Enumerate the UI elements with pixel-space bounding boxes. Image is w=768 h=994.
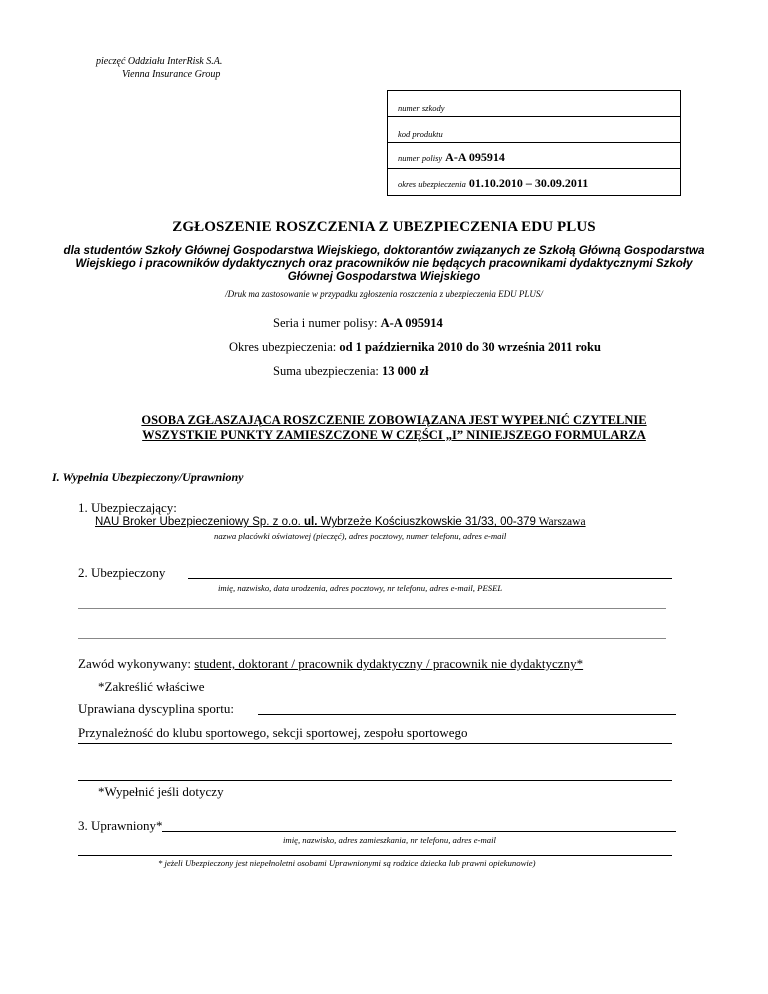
insurance-period-field bbox=[388, 169, 680, 194]
sum-insured-value: 13 000 zł bbox=[381, 364, 429, 378]
policyholder-city: Warszawa bbox=[535, 516, 586, 528]
sport-discipline-input-line[interactable] bbox=[258, 714, 676, 715]
insurance-period-label: okres ubezpieczenia bbox=[398, 179, 466, 189]
sum-insured-line bbox=[273, 364, 429, 379]
beneficiary-label: 3. Uprawniony* bbox=[78, 818, 163, 833]
form-subtitle: dla studentów Szkoły Głównej Gospodarstwa Wiejskiego, doktorantów związanych ze Szkołą Główną Gospodarstwa Wiejskiego i pracowników dydaktycznych oraz pracowników nie będących pracownikami dydaktycznymi Szkoły Głównej Gospodarstwa Wiejskiego bbox=[63, 244, 705, 283]
fill-instructions-warning bbox=[70, 413, 718, 443]
claim-number-field[interactable] bbox=[388, 91, 680, 117]
policyholder-value bbox=[95, 516, 586, 528]
sum-insured-label: Suma ubezpieczenia: bbox=[273, 364, 379, 378]
stamp-line-1: pieczęć Oddziału InterRisk S.A. bbox=[96, 56, 223, 67]
occupation-line bbox=[78, 656, 583, 672]
policy-period-value: od 1 października 2010 do 30 września 2011 roku bbox=[339, 340, 601, 354]
policy-period-label: Okres ubezpieczenia: bbox=[229, 340, 337, 354]
beneficiary-input-line[interactable] bbox=[162, 831, 676, 832]
circle-appropriate-note: *Zakreślić właściwe bbox=[98, 679, 205, 694]
beneficiary-footnote: * jeżeli Ubezpieczony jest niepełnoletni osobami Uprawnionymi są rodzice dziecka lub prawni opiekunowie) bbox=[158, 858, 536, 868]
policyholder-street-prefix: ul. bbox=[304, 516, 318, 528]
insured-input-line-2[interactable] bbox=[78, 608, 666, 609]
policy-number-value: A-A 095914 bbox=[445, 150, 505, 164]
policy-number-label: numer polisy bbox=[398, 153, 443, 163]
policyholder-label: 1. Ubezpieczający: bbox=[78, 500, 177, 515]
stamp-line-2: Vienna Insurance Group bbox=[122, 69, 221, 80]
policy-series-line bbox=[273, 316, 443, 331]
sport-club-input-line[interactable] bbox=[78, 743, 672, 744]
sport-discipline-label: Uprawiana dyscyplina sportu: bbox=[78, 701, 234, 716]
insurance-period-value: 01.10.2010 – 30.09.2011 bbox=[468, 176, 589, 190]
warning-line-2: WSZYSTKIE PUNKTY ZAMIESZCZONE W CZĘŚCI „I” NINIEJSZEGO FORMULARZA bbox=[142, 428, 646, 442]
policyholder-note: nazwa placówki oświatowej (pieczęć), adres pocztowy, numer telefonu, adres e-mail bbox=[214, 531, 507, 541]
sport-club-input-line-2[interactable] bbox=[78, 780, 672, 781]
insured-note: imię, nazwisko, data urodzenia, adres pocztowy, nr telefonu, adres e-mail, PESEL bbox=[218, 583, 503, 593]
warning-line-1: OSOBA ZGŁASZAJĄCA ROSZCZENIE ZOBOWIĄZANA JEST WYPEŁNIĆ CZYTELNIE bbox=[141, 413, 647, 427]
fill-if-applicable-note: *Wypełnić jeśli dotyczy bbox=[98, 784, 224, 799]
section-i-heading: I. Wypełnia Ubezpieczony/Uprawniony bbox=[52, 470, 244, 484]
sport-club-label: Przynależność do klubu sportowego, sekcji sportowej, zespołu sportowego bbox=[78, 725, 468, 740]
policy-series-label: Seria i numer polisy: bbox=[273, 316, 378, 330]
policy-series-value: A-A 095914 bbox=[380, 316, 443, 330]
insured-input-line[interactable] bbox=[188, 578, 672, 579]
policyholder-address: Wybrzeże Kościuszkowskie 31/33, 00-379 bbox=[317, 516, 536, 528]
policy-number-field bbox=[388, 143, 680, 169]
insured-label: 2. Ubezpieczony bbox=[78, 565, 166, 580]
product-code-label: kod produktu bbox=[398, 129, 443, 139]
beneficiary-note: imię, nazwisko, adres zamieszkania, nr telefonu, adres e-mail bbox=[283, 835, 496, 845]
occupation-value[interactable]: student, doktorant / pracownik dydaktyczny / pracownik nie dydaktyczny* bbox=[194, 656, 584, 671]
claim-number-label: numer szkody bbox=[398, 103, 445, 113]
product-code-field[interactable] bbox=[388, 117, 680, 143]
policyholder-name: NAU Broker Ubezpieczeniowy Sp. z o.o. bbox=[95, 516, 305, 528]
beneficiary-input-line-2[interactable] bbox=[78, 855, 672, 856]
office-stamp-label bbox=[96, 55, 222, 81]
occupation-label: Zawód wykonywany: bbox=[78, 656, 192, 671]
insured-input-line-3[interactable] bbox=[78, 638, 666, 639]
policy-period-line bbox=[229, 340, 601, 355]
claim-info-box bbox=[387, 90, 681, 196]
form-title: ZGŁOSZENIE ROSZCZENIA Z UBEZPIECZENIA EDU PLUS bbox=[172, 219, 596, 235]
form-usage-note: /Druk ma zastosowanie w przypadku zgłoszenia roszczenia z ubezpieczenia EDU PLUS/ bbox=[225, 289, 543, 299]
